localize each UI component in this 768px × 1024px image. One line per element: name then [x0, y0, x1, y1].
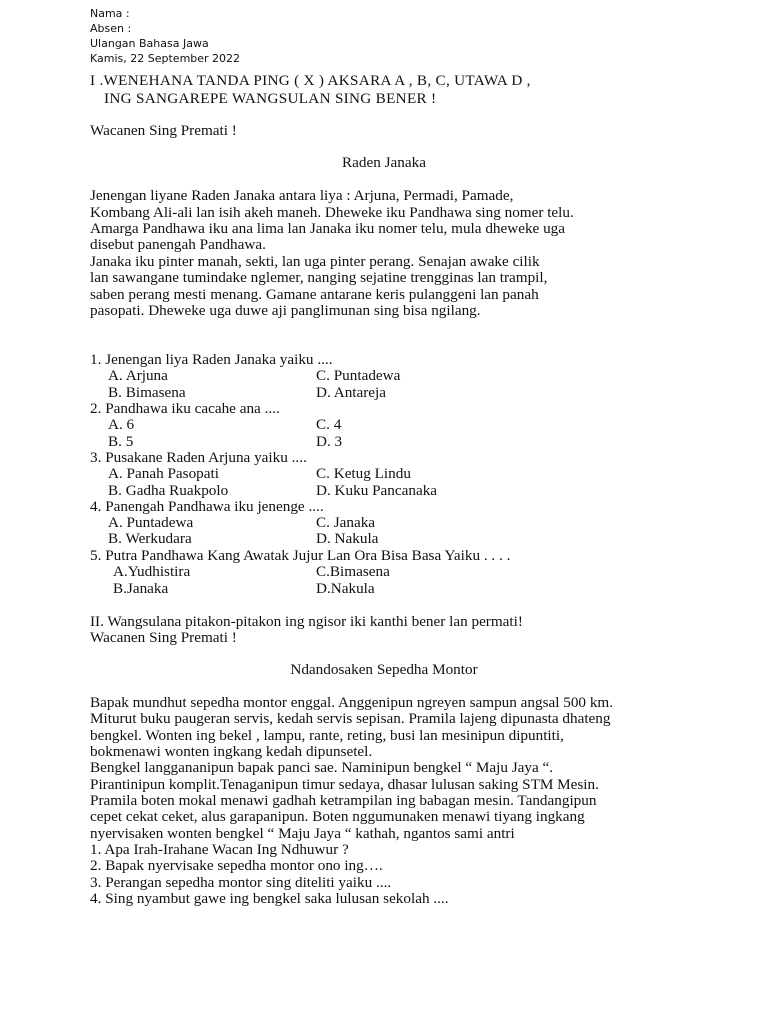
mc-option: A. Panah Pasopati — [108, 465, 219, 482]
essay-question: 3. Perangan sepedha montor sing diteliti yaiku .... — [90, 874, 392, 891]
section1-read-instruction: Wacanen Sing Premati ! — [90, 122, 237, 139]
section1-story-line: saben perang mesti menang. Gamane antarane keris pulanggeni lan panah — [90, 286, 539, 303]
section1-story-line: Kombang Ali-ali lan isih akeh maneh. Dheweke iku Pandhawa sing nomer telu. — [90, 204, 574, 221]
mc-option: B. Gadha Ruakpolo — [108, 482, 229, 499]
mc-option: C. Ketug Lindu — [316, 465, 411, 482]
mc-option: D. Nakula — [316, 530, 379, 547]
section1-story-line: pasopati. Dheweke uga duwe aji panglimunan sing bisa ngilang. — [90, 302, 481, 319]
section1-story-title: Raden Janaka — [342, 154, 426, 171]
mc-question: 4. Panengah Pandhawa iku jenenge .... — [90, 498, 324, 515]
date-label: Kamis, 22 September 2022 — [90, 52, 241, 65]
section2-story-line: Pramila boten mokal menawi gadhah ketrampilan ing babagan mesin. Tandangipun — [90, 792, 597, 809]
section1-story-line: Janaka iku pinter manah, sekti, lan uga pinter perang. Senajan awake cilik — [90, 253, 540, 270]
section2-story-title: Ndandosaken Sepedha Montor — [290, 661, 478, 678]
section2-instruction: II. Wangsulana pitakon-pitakon ing ngisor iki kanthi bener lan permati! — [90, 613, 523, 630]
mc-option: D. 3 — [316, 433, 343, 450]
section1-story-line: Amarga Pandhawa iku ana lima lan Janaka iku nomer telu, mula dheweke uga — [90, 220, 566, 237]
mc-option: A.Yudhistira — [113, 563, 191, 580]
section2-story-line: Bengkel langgananipun bapak panci sae. Naminipun bengkel “ Maju Jaya “. — [90, 759, 554, 776]
section2-story-line: nyervisaken wonten bengkel “ Maju Jaya “ kathah, ngantos sami antri — [90, 825, 515, 842]
mc-question: 3. Pusakane Raden Arjuna yaiku .... — [90, 449, 307, 466]
section2-story-line: cepet cekat ceket, alus garapanipun. Boten nggumunaken menawi tiyang ingkang — [90, 808, 585, 825]
mc-question: 2. Pandhawa iku cacahe ana .... — [90, 400, 280, 417]
section1-instruction — [90, 72, 531, 108]
subject-label: Ulangan Bahasa Jawa — [90, 37, 209, 50]
section2-story-line: bokmenawi wonten ingkang kedah dipunsetel. — [90, 743, 373, 760]
section1-instruction-line2: ING SANGAREPE WANGSULAN SING BENER ! — [104, 90, 437, 107]
mc-question: 5. Putra Pandhawa Kang Awatak Jujur Lan Ora Bisa Basa Yaiku . . . . — [90, 547, 511, 564]
mc-option: C. 4 — [316, 416, 342, 433]
section2-story-line: Miturut buku paugeran servis, kedah servis sepisan. Pramila lajeng dipunasta dhateng — [90, 710, 611, 727]
mc-option: A. 6 — [108, 416, 135, 433]
mc-option: A. Arjuna — [108, 367, 168, 384]
mc-option: D. Antareja — [316, 384, 387, 401]
mc-option: A. Puntadewa — [108, 514, 194, 531]
mc-question: 1. Jenengan liya Raden Janaka yaiku .... — [90, 351, 333, 368]
mc-option: D. Kuku Pancanaka — [316, 482, 438, 499]
student-header — [90, 6, 240, 66]
mc-option: B. 5 — [108, 433, 134, 450]
section2-story-line: bengkel. Wonten ing bekel , lampu, rante, reting, busi lan mesinipun dipuntiti, — [90, 727, 564, 744]
essay-question: 1. Apa Irah-Irahane Wacan Ing Ndhuwur ? — [90, 841, 349, 858]
section2-story-line: Pirantinipun komplit.Tenaganipun timur sedaya, dhasar lulusan saking STM Mesin. — [90, 776, 599, 793]
essay-question: 4. Sing nyambut gawe ing bengkel saka lulusan sekolah .... — [90, 890, 449, 907]
section2-read-instruction: Wacanen Sing Premati ! — [90, 629, 237, 646]
section1-story-line: disebut panengah Pandhawa. — [90, 236, 266, 253]
section1-instruction-line1: I .WENEHANA TANDA PING ( X ) AKSARA A , B, C, UTAWA D , — [90, 72, 531, 89]
mc-option: C. Puntadewa — [316, 367, 401, 384]
section1-story-line: lan sawangane tumindake nglemer, nanging sejatine trengginas lan trampil, — [90, 269, 548, 286]
essay-question: 2. Bapak nyervisake sepedha montor ono ing…. — [90, 857, 383, 874]
absen-label: Absen : — [90, 22, 132, 35]
name-label: Nama : — [90, 7, 130, 20]
mc-option: B. Werkudara — [108, 530, 192, 547]
mc-option: B. Bimasena — [108, 384, 186, 401]
mc-option: D.Nakula — [316, 580, 375, 597]
section1-story-line: Jenengan liyane Raden Janaka antara liya : Arjuna, Permadi, Pamade, — [90, 187, 514, 204]
mc-option: C.Bimasena — [316, 563, 390, 580]
mc-option: C. Janaka — [316, 514, 376, 531]
mc-option: B.Janaka — [113, 580, 169, 597]
section2-story-line: Bapak mundhut sepedha montor enggal. Anggenipun ngreyen sampun angsal 500 km. — [90, 694, 614, 711]
